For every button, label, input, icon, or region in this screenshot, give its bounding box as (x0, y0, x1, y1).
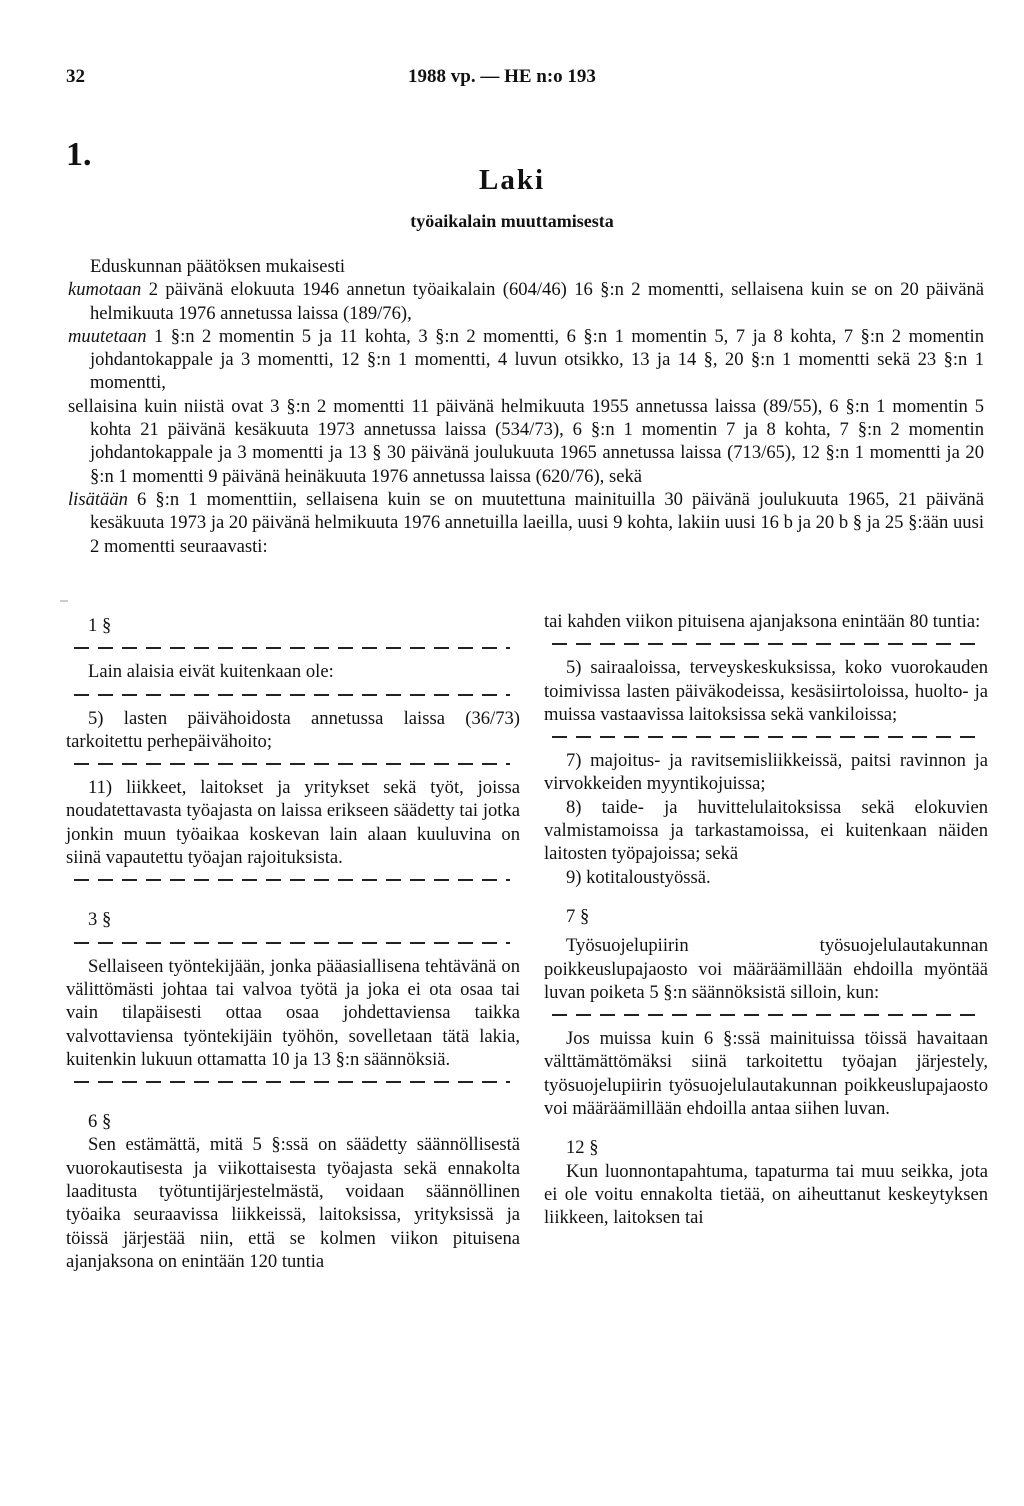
preamble-repeal (68, 278, 984, 325)
section-7-heading: 7 § (566, 905, 590, 927)
omission-line (74, 1081, 510, 1083)
omission-line (74, 879, 510, 881)
amend-verb: muutetaan (68, 325, 147, 347)
page-header (66, 66, 966, 90)
left-column (66, 614, 520, 1273)
law-title: Laki (478, 164, 546, 196)
add-verb: lisätään (68, 488, 128, 510)
omission-line (552, 1014, 978, 1016)
section-12-heading: 12 § (566, 1137, 599, 1159)
omission-line (552, 643, 978, 645)
item-number: 1. (66, 136, 92, 173)
repeal-text: 2 päivänä elokuuta 1946 annetun työaikalain (604/46) 16 §:n 2 momentti, sellaisena kuin se on 20 päivänä helmikuuta 1976 annetussa laissa (189/76), (90, 279, 984, 324)
margin-mark (60, 600, 68, 602)
section-3-heading: 3 § (88, 909, 112, 931)
law-subtitle: työaikalain muuttamisesta (410, 211, 614, 231)
section-6-item-7: 7) majoitus- ja ravitsemisliikkeissä, paitsi ravinnon ja virvokkeiden myyntikojuissa; (544, 750, 988, 795)
section-3-paragraph: Sellaiseen työntekijään, jonka pääasiallisena tehtävänä on välittömästi johtaa tai valvoa työtä ja joka ei ota osaa tai vain tilapäisesti ottaa osaa johdettaviensa taikka valvottaviensa työntekijäin työhön, sovelletaan tätä lakia, kuitenkin lukuun ottamatta 10 ja 13 §:n säännöksiä. (66, 955, 520, 1070)
section-1-paragraph: Lain alaisia eivät kuitenkaan ole: (88, 661, 334, 683)
section-7-paragraph: Työsuojelupiirin työsuojelulautakunnan poikkeuslupajaosto voi määräämillään ehdoilla myöntää luvan poiketa 5 §:n säännöksistä silloin, kun: (544, 935, 988, 1003)
section-1-heading: 1 § (88, 615, 112, 636)
section-6-item-9: 9) kotitaloustyössä. (566, 866, 711, 888)
preamble-amend (68, 325, 984, 395)
amend-text: 1 §:n 2 momentin 5 ja 11 kohta, 3 §:n 2 momentti, 6 §:n 1 momentin 5, 7 ja 8 kohta, 7 §:n 2 momentin johdantokappale ja 3 momentti, 12 §:n 1 momentti, 4 luvun otsikko, 13 ja 14 §, 20 §:n 1 momentti sekä 23 §:n 1 momentti, (90, 325, 984, 394)
section-6-continuation: tai kahden viikon pituisena ajanjaksona enintään 80 tuntia: (544, 611, 981, 632)
section-6-paragraph: Sen estämättä, mitä 5 §:ssä on säädetty säännöllisestä vuorokautisesta ja viikottaisesta työajasta sekä ennakolta laaditusta työtuntijärjestelmästä, voidaan säännöllinen työaika seuraavissa liikkeissä, laitoksissa, yrityksissä ja töissä järjestää niin, että se kolmen viikon pituisena ajanjaksona on enintään 120 tuntia (66, 1134, 520, 1272)
add-text: 6 §:n 1 momenttiin, sellaisena kuin se on muutettuna mainituilla 30 päivänä joulukuuta 1965, 21 päivänä kesäkuuta 1973 ja 20 päivänä helmikuuta 1976 annetuilla laeilla, uusi 9 kohta, lakiin uusi 16 b ja 20 b § ja 25 §:ään uusi 2 momentti seuraavasti: (90, 488, 984, 557)
omission-line (74, 942, 510, 944)
preamble (68, 255, 984, 558)
running-title: 1988 vp. — HE n:o 193 (408, 66, 596, 87)
section-6-item-5: 5) sairaaloissa, terveyskeskuksissa, koko vuorokauden toimivissa lasten päiväkodeissa, kesäsiirtoloissa, huolto- ja muissa vastaavissa laitoksissa sekä vankiloissa; (544, 657, 988, 725)
repeal-verb: kumotaan (68, 279, 142, 301)
omission-line (74, 763, 510, 765)
section-7-paragraph-3: Jos muissa kuin 6 §:ssä mainituissa töissä havaitaan välttämättömäksi siinä tarkoitettu työajan järjestely, työsuojelupiirin työsuojelulautakunnan poikkeuslupajaosto voi määräämillään ehdoilla antaa siihen luvan. (544, 1028, 988, 1120)
section-6-item-8: 8) taide- ja huvittelulaitoksissa sekä elokuvien valmistamoissa ja tarkastamoissa, ei kuitenkaan näiden laitosten työpajoissa; sekä (544, 796, 988, 865)
page-number: 32 (66, 66, 85, 87)
preamble-as-such: sellaisina kuin niistä ovat 3 §:n 2 momentti 11 päivänä helmikuuta 1955 annetussa laissa (89/55), 6 §:n 1 momentin 5 kohta 21 päivänä kesäkuuta 1973 annetussa laissa (534/73), 6 §:n 1 momentin 7 ja 8 kohta, 7 §:n 2 momentin johdantokappale ja 3 momentti ja 13 § 30 päivänä joulukuuta 1965 annetussa laissa (713/65), 12 §:n 1 momentti ja 20 §:n 1 momentti 9 päivänä heinäkuuta 1976 annetussa laissa (620/76), sekä (68, 395, 984, 487)
preamble-intro: Eduskunnan päätöksen mukaisesti (90, 256, 346, 277)
section-12-paragraph: Kun luonnontapahtuma, tapaturma tai muu seikka, jota ei ole voitu ennakolta tietää, on aiheuttanut keskeytyksen liikkeen, laitoksen tai (544, 1160, 988, 1229)
omission-line (552, 736, 978, 738)
omission-line (74, 647, 510, 649)
section-1-item-5: 5) lasten päivähoidosta annetussa laissa (36/73) tarkoitettu perhepäivähoito; (66, 707, 520, 752)
section-1-item-11: 11) liikkeet, laitokset ja yritykset sekä työt, joissa noudatettavasta työajasta on laissa erikseen säädetty tai jotka jonkin muun työaikaa koskevan lain alaan kuuluvina on siinä vapautettu työajan rajoituksista. (66, 777, 520, 869)
section-6-heading: 6 § (88, 1111, 112, 1133)
omission-line (74, 694, 510, 696)
right-column (544, 610, 988, 1230)
preamble-add (68, 488, 984, 558)
